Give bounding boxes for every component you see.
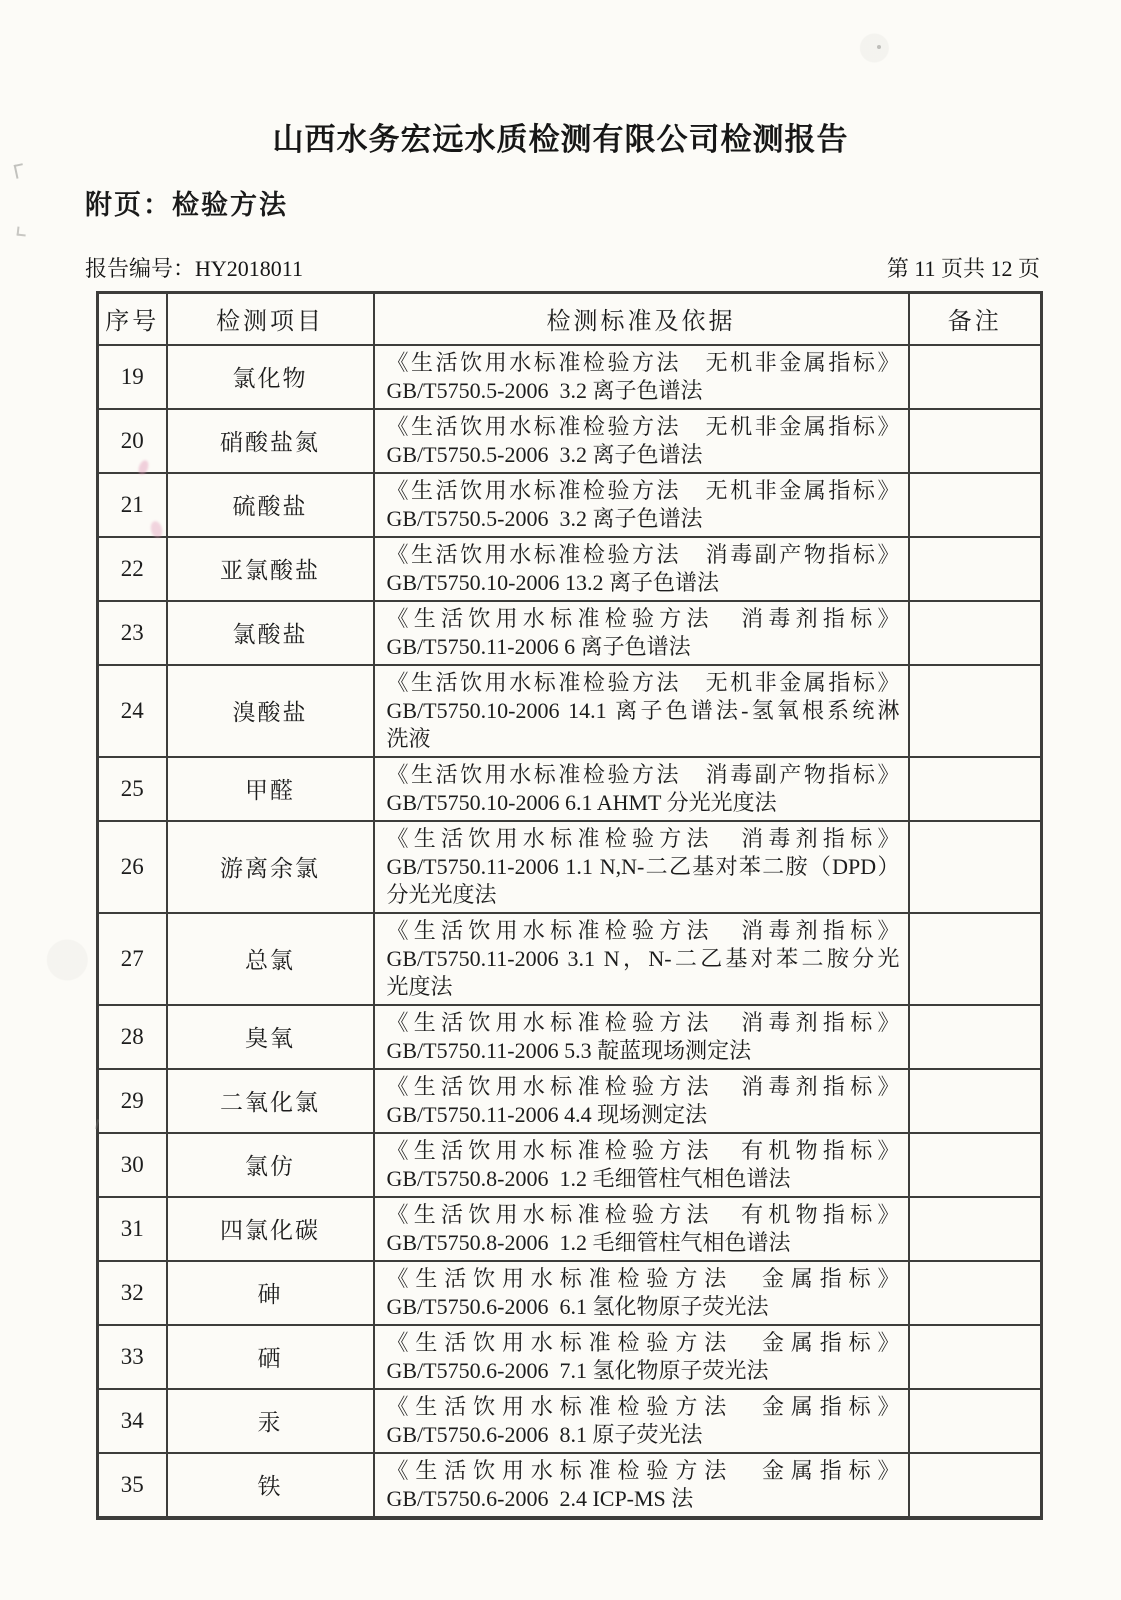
standard-line: 分光光度法 xyxy=(386,881,497,907)
standard-line: GB/T5750.10-2006 13.2 离子色谱法 xyxy=(386,569,719,595)
page-indicator: 第 11 页共 12 页 xyxy=(886,256,1040,281)
row-number-cell: 24 xyxy=(98,665,167,757)
scan-artifact xyxy=(14,163,26,179)
standard-line: GB/T5750.11-2006 4.4 现场测定法 xyxy=(386,1101,708,1127)
test-item-cell: 亚氯酸盐 xyxy=(167,537,374,601)
standard-cell xyxy=(374,473,909,537)
standard-line: GB/T5750.11-2006 3.1 N，N-二乙基对苯二胺分光 xyxy=(386,945,900,971)
remark-cell xyxy=(909,1261,1042,1325)
standard-cell xyxy=(374,409,909,473)
standard-line: 《生活饮用水标准检验方法 无机非金属指标》 xyxy=(386,349,900,375)
row-number-cell: 34 xyxy=(98,1389,167,1453)
standard-line: GB/T5750.8-2006 1.2 毛细管柱气相色谱法 xyxy=(386,1229,791,1255)
test-item-cell: 硒 xyxy=(167,1325,374,1389)
standard-line: GB/T5750.6-2006 8.1 原子荧光法 xyxy=(386,1421,703,1447)
standard-line: 《生活饮用水标准检验方法 金属指标》 xyxy=(386,1265,900,1291)
remark-cell xyxy=(909,913,1042,1005)
standard-line: 洗液 xyxy=(386,725,431,751)
table-row xyxy=(98,1197,1042,1261)
standard-cell xyxy=(374,345,909,409)
standard-line: 《生活饮用水标准检验方法 有机物指标》 xyxy=(386,1137,900,1163)
test-item-cell: 氯酸盐 xyxy=(167,601,374,665)
standard-cell xyxy=(374,821,909,913)
remark-cell xyxy=(909,345,1042,409)
standard-line: 《生活饮用水标准检验方法 金属指标》 xyxy=(386,1457,900,1483)
standard-line: 《生活饮用水标准检验方法 有机物指标》 xyxy=(386,1201,900,1227)
table-row xyxy=(98,913,1042,1005)
standard-line: GB/T5750.8-2006 1.2 毛细管柱气相色谱法 xyxy=(386,1165,791,1191)
test-item-cell: 氯仿 xyxy=(167,1133,374,1197)
test-item-cell: 氯化物 xyxy=(167,345,374,409)
test-item-cell: 砷 xyxy=(167,1261,374,1325)
row-number-cell: 22 xyxy=(98,537,167,601)
standard-line: GB/T5750.5-2006 3.2 离子色谱法 xyxy=(386,505,703,531)
standard-cell xyxy=(374,665,909,757)
row-number-cell: 29 xyxy=(98,1069,167,1133)
header-item: 检测项目 xyxy=(167,293,374,345)
standard-line: GB/T5750.6-2006 7.1 氢化物原子荧光法 xyxy=(386,1357,769,1383)
standard-line: 《生活饮用水标准检验方法 消毒剂指标》 xyxy=(386,1009,900,1035)
header-standard: 检测标准及依据 xyxy=(374,293,909,345)
standard-cell xyxy=(374,1389,909,1453)
standard-line: 《生活饮用水标准检验方法 无机非金属指标》 xyxy=(386,413,900,439)
attachment-label: 附页：检验方法 xyxy=(85,190,288,220)
row-number-cell: 31 xyxy=(98,1197,167,1261)
standard-line: GB/T5750.11-2006 6 离子色谱法 xyxy=(386,633,691,659)
standard-cell xyxy=(374,1069,909,1133)
table-row xyxy=(98,1325,1042,1389)
meta-row xyxy=(85,252,1040,283)
row-number-cell: 20 xyxy=(98,409,167,473)
table-row xyxy=(98,345,1042,409)
row-number-cell: 21 xyxy=(98,473,167,537)
table-row xyxy=(98,409,1042,473)
table-header-row xyxy=(98,293,1042,345)
test-item-cell: 甲醛 xyxy=(167,757,374,821)
table-row xyxy=(98,1453,1042,1518)
header-remark: 备注 xyxy=(909,293,1042,345)
standard-line: 《生活饮用水标准检验方法 无机非金属指标》 xyxy=(386,669,900,695)
standard-line: GB/T5750.11-2006 1.1 N,N-二乙基对苯二胺（DPD） xyxy=(386,853,900,879)
table-row xyxy=(98,473,1042,537)
remark-cell xyxy=(909,665,1042,757)
standard-line: 《生活饮用水标准检验方法 消毒剂指标》 xyxy=(386,825,900,851)
standard-line: GB/T5750.10-2006 6.1 AHMT 分光光度法 xyxy=(386,789,777,815)
row-number-cell: 27 xyxy=(98,913,167,1005)
standard-line: 《生活饮用水标准检验方法 消毒剂指标》 xyxy=(386,605,900,631)
standard-line: 《生活饮用水标准检验方法 消毒副产物指标》 xyxy=(386,541,900,567)
standard-line: GB/T5750.6-2006 2.4 ICP-MS 法 xyxy=(386,1485,694,1511)
row-number-cell: 19 xyxy=(98,345,167,409)
remark-cell xyxy=(909,1197,1042,1261)
table-row xyxy=(98,1069,1042,1133)
table-row xyxy=(98,1261,1042,1325)
standard-line: 《生活饮用水标准检验方法 金属指标》 xyxy=(386,1329,900,1355)
standard-line: GB/T5750.5-2006 3.2 离子色谱法 xyxy=(386,441,703,467)
test-item-cell: 游离余氯 xyxy=(167,821,374,913)
remark-cell xyxy=(909,1389,1042,1453)
test-item-cell: 铁 xyxy=(167,1453,374,1518)
remark-cell xyxy=(909,473,1042,537)
methods-table xyxy=(96,291,1043,1520)
remark-cell xyxy=(909,821,1042,913)
remark-cell xyxy=(909,1453,1042,1518)
standard-line: GB/T5750.10-2006 14.1 离子色谱法-氢氧根系统淋 xyxy=(386,697,900,723)
remark-cell xyxy=(909,601,1042,665)
standard-line: 《生活饮用水标准检验方法 消毒剂指标》 xyxy=(386,917,900,943)
row-number-cell: 25 xyxy=(98,757,167,821)
row-number-cell: 30 xyxy=(98,1133,167,1197)
standard-cell xyxy=(374,601,909,665)
test-item-cell: 总氯 xyxy=(167,913,374,1005)
test-item-cell: 硫酸盐 xyxy=(167,473,374,537)
standard-cell xyxy=(374,913,909,1005)
row-number-cell: 35 xyxy=(98,1453,167,1518)
standard-cell xyxy=(374,1133,909,1197)
remark-cell xyxy=(909,409,1042,473)
standard-line: GB/T5750.5-2006 3.2 离子色谱法 xyxy=(386,377,703,403)
standard-line: 《生活饮用水标准检验方法 无机非金属指标》 xyxy=(386,477,900,503)
table-row xyxy=(98,601,1042,665)
row-number-cell: 23 xyxy=(98,601,167,665)
row-number-cell: 33 xyxy=(98,1325,167,1389)
standard-line: 《生活饮用水标准检验方法 金属指标》 xyxy=(386,1393,900,1419)
report-number: 报告编号：HY2018011 xyxy=(85,256,303,281)
standard-cell xyxy=(374,1005,909,1069)
standard-cell xyxy=(374,1453,909,1518)
standard-line: 《生活饮用水标准检验方法 消毒剂指标》 xyxy=(386,1073,900,1099)
test-item-cell: 臭氧 xyxy=(167,1005,374,1069)
standard-line: GB/T5750.6-2006 6.1 氢化物原子荧光法 xyxy=(386,1293,769,1319)
test-item-cell: 二氧化氯 xyxy=(167,1069,374,1133)
remark-cell xyxy=(909,757,1042,821)
row-number-cell: 32 xyxy=(98,1261,167,1325)
header-no: 序号 xyxy=(98,293,167,345)
table-row xyxy=(98,1133,1042,1197)
test-item-cell: 四氯化碳 xyxy=(167,1197,374,1261)
test-item-cell: 汞 xyxy=(167,1389,374,1453)
remark-cell xyxy=(909,1069,1042,1133)
row-number-cell: 28 xyxy=(98,1005,167,1069)
scan-artifact xyxy=(17,227,27,237)
standard-cell xyxy=(374,1261,909,1325)
page-title: 山西水务宏远水质检测有限公司检测报告 xyxy=(272,122,849,157)
table-row xyxy=(98,1389,1042,1453)
test-item-cell: 溴酸盐 xyxy=(167,665,374,757)
standard-cell xyxy=(374,1325,909,1389)
standard-cell xyxy=(374,537,909,601)
remark-cell xyxy=(909,1325,1042,1389)
test-item-cell: 硝酸盐氮 xyxy=(167,409,374,473)
table-row xyxy=(98,821,1042,913)
table-row xyxy=(98,757,1042,821)
standard-cell xyxy=(374,1197,909,1261)
remark-cell xyxy=(909,537,1042,601)
standard-cell xyxy=(374,757,909,821)
table-row xyxy=(98,537,1042,601)
methods-table-body xyxy=(98,345,1042,1518)
standard-line: GB/T5750.11-2006 5.3 靛蓝现场测定法 xyxy=(386,1037,752,1063)
standard-line: 光度法 xyxy=(386,973,453,999)
table-row xyxy=(98,1005,1042,1069)
table-row xyxy=(98,665,1042,757)
remark-cell xyxy=(909,1005,1042,1069)
standard-line: 《生活饮用水标准检验方法 消毒副产物指标》 xyxy=(386,761,900,787)
remark-cell xyxy=(909,1133,1042,1197)
row-number-cell: 26 xyxy=(98,821,167,913)
